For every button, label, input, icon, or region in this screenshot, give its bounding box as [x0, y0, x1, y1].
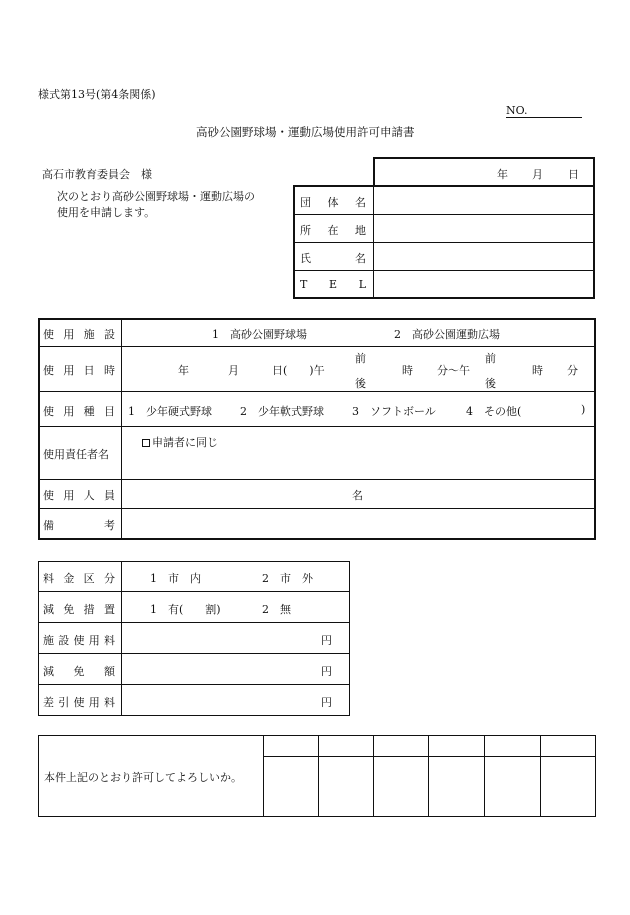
reduction-amount-field[interactable] [123, 655, 318, 683]
sport-type-label: 使 用 種 目 [43, 405, 115, 418]
datetime-month: 月 [228, 364, 239, 377]
same-as-applicant-checkbox[interactable] [142, 434, 218, 450]
facility-option-plaza[interactable]: 2 高砂公園運動広場 [394, 328, 500, 341]
usage-row-line-1 [39, 346, 595, 347]
address-label: 所 在 地 [300, 224, 366, 237]
group-name-label: 団 体 名 [300, 196, 366, 209]
applicant-name-label: 氏 名 [300, 252, 366, 265]
people-count-label: 使 用 人 員 [43, 489, 115, 502]
stamp-cell-4[interactable] [429, 757, 484, 816]
intro-line-2: 使用を申請します。 [57, 206, 156, 219]
net-fee-label: 差 引 使 用 料 [43, 696, 115, 709]
tel-label: T E L [300, 278, 366, 291]
sport-other-close-paren: ) [581, 403, 586, 416]
end-pm-option[interactable]: 後 [485, 377, 496, 390]
document-number[interactable] [506, 104, 582, 118]
reduction-option-no[interactable]: 2 無 [262, 603, 291, 616]
date-box[interactable] [373, 157, 595, 186]
facility-fee-yen: 円 [321, 634, 332, 647]
group-name-field[interactable] [375, 187, 593, 213]
stamp-cell-1[interactable] [264, 757, 318, 816]
reduction-option-yes[interactable]: 1 有( 割) [150, 603, 221, 616]
end-am-option[interactable]: 前 [485, 352, 496, 365]
net-fee-yen: 円 [321, 696, 332, 709]
intro-line-1: 次のとおり高砂公園野球場・運動広場の [57, 190, 255, 203]
usage-row-line-5 [39, 508, 595, 509]
page-title: 高砂公園野球場・運動広場使用許可申請書 [196, 125, 415, 139]
reduction-amount-label: 減 免 額 [43, 665, 115, 678]
reduction-amount-yen: 円 [321, 665, 332, 678]
end-hour-label: 時 [532, 364, 543, 377]
datetime-label: 使 用 日 時 [43, 364, 115, 377]
no-label: NO. [506, 104, 528, 117]
usage-row-line-4 [39, 479, 595, 480]
reduction-measure-label: 減 免 措 置 [43, 603, 115, 616]
manager-name-label: 使用責任者名 [43, 448, 109, 461]
fee-label-divider [121, 562, 122, 715]
stamp-cell-3[interactable] [374, 757, 428, 816]
date-year-label: 年 [497, 168, 508, 181]
usage-label-divider [121, 319, 122, 539]
start-am-option[interactable]: 前 [355, 352, 366, 365]
approval-text: 本件上記のとおり許可してよろしいか。 [44, 771, 242, 784]
fee-row-line-2 [39, 622, 349, 623]
people-unit: 名 [352, 489, 363, 502]
facility-fee-label: 施 設 使 用 料 [43, 634, 115, 647]
date-day-label: 日 [568, 168, 579, 181]
sport-option-other[interactable]: 4 その他( [466, 405, 522, 418]
sport-option-softball-baseball[interactable]: 2 少年軟式野球 [240, 405, 324, 418]
end-minute-label: 分 [567, 364, 578, 377]
same-as-applicant-label: 申請者に同じ [152, 436, 218, 449]
net-fee-field[interactable] [123, 686, 318, 714]
tel-field[interactable] [375, 271, 593, 297]
fee-option-resident[interactable]: 1 市 内 [150, 572, 201, 585]
addressee: 高石市教育委員会 様 [42, 168, 152, 181]
address-field[interactable] [375, 215, 593, 241]
usage-row-line-3 [39, 426, 595, 427]
remarks-field[interactable] [123, 510, 593, 538]
remarks-label: 備 考 [43, 519, 115, 532]
people-count-field[interactable] [123, 481, 348, 507]
facility-option-baseball[interactable]: 1 高砂公園野球場 [212, 328, 307, 341]
datetime-year: 年 [178, 364, 189, 377]
checkbox-icon[interactable] [142, 439, 150, 447]
stamp-cell-6[interactable] [541, 757, 595, 816]
usage-row-line-2 [39, 391, 595, 392]
stamp-cell-2[interactable] [319, 757, 373, 816]
fee-category-label: 料 金 区 分 [43, 572, 115, 585]
form-number: 様式第13号(第4条関係) [38, 88, 156, 101]
stamp-cell-5[interactable] [485, 757, 540, 816]
datetime-day-weekday: 日( )午 [272, 364, 325, 377]
applicant-name-field[interactable] [375, 243, 593, 269]
fee-row-line-1 [39, 591, 349, 592]
manager-name-field[interactable] [123, 450, 593, 477]
sport-option-hardball[interactable]: 1 少年硬式野球 [128, 405, 212, 418]
start-pm-option[interactable]: 後 [355, 377, 366, 390]
fee-row-line-4 [39, 684, 349, 685]
fee-option-nonresident[interactable]: 2 市 外 [262, 572, 313, 585]
date-month-label: 月 [532, 168, 543, 181]
sport-option-softball[interactable]: 3 ソフトボール [352, 405, 436, 418]
facility-fee-field[interactable] [123, 624, 318, 652]
fee-row-line-3 [39, 653, 349, 654]
start-minute-end-label: 分〜午 [437, 364, 470, 377]
facility-label: 使 用 施 設 [43, 328, 115, 341]
start-hour-label: 時 [402, 364, 413, 377]
